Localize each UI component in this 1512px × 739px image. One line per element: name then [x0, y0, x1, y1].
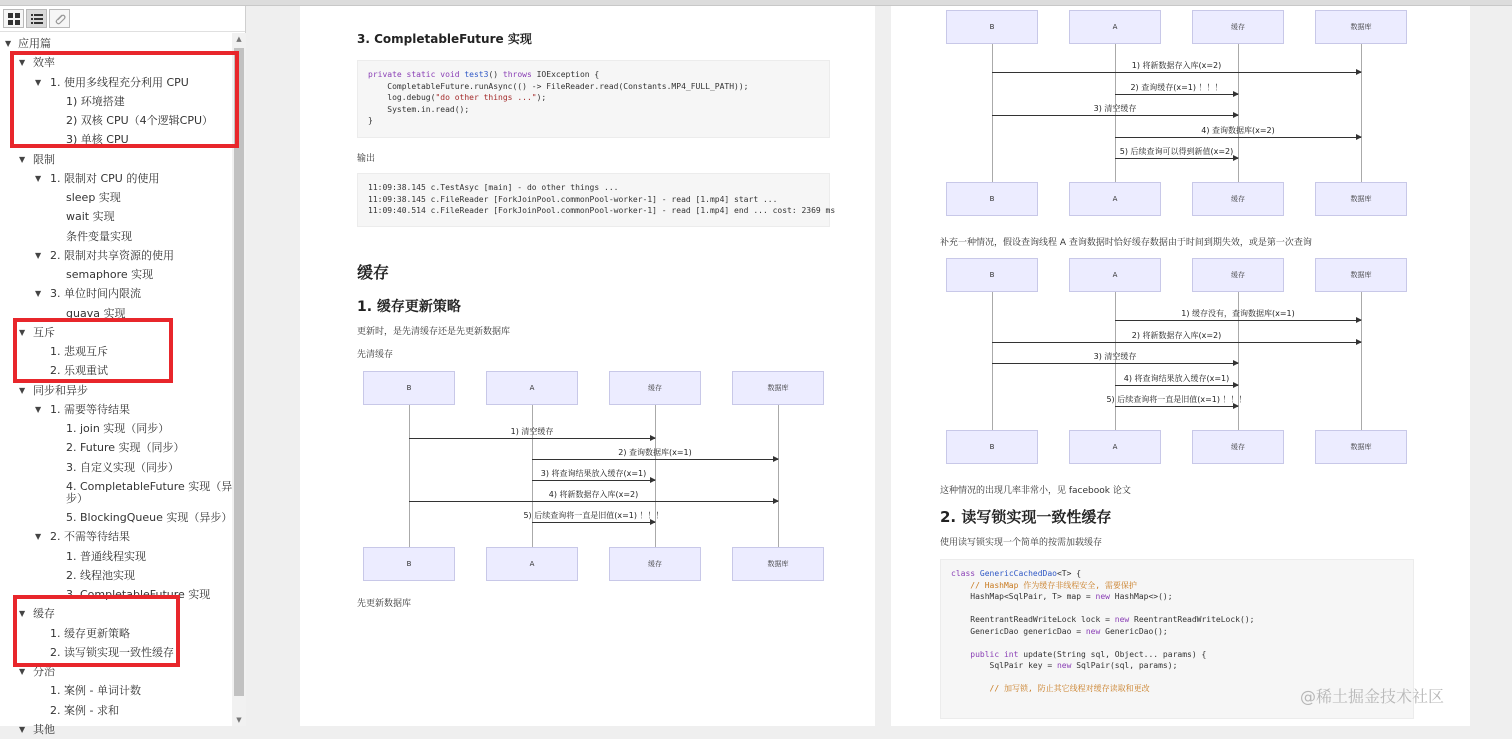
- outline-item[interactable]: 3. 单位时间内限流: [50, 287, 141, 301]
- actor-box-top: 缓存: [1192, 10, 1284, 44]
- outline-item[interactable]: 1. 缓存更新策略: [50, 626, 130, 640]
- message-arrow: [532, 522, 655, 523]
- code-token: new: [1085, 626, 1101, 636]
- code-token: "do other things ...": [435, 93, 537, 102]
- outline-toggle-icon[interactable]: ▼: [35, 250, 42, 260]
- code-token: throws: [502, 70, 532, 79]
- code-token: public int: [970, 649, 1019, 659]
- message-label: 5) 后续查询将一直是旧值(x=1) ！！！: [523, 511, 664, 520]
- message-label: 4) 将查询结果放入缓存(x=1): [1123, 374, 1230, 383]
- sequence-diagram: [363, 371, 827, 581]
- message-arrow: [992, 72, 1361, 73]
- outline-toggle-icon[interactable]: ▼: [19, 385, 26, 395]
- code-token: private static void: [368, 70, 460, 79]
- outline-item-continuation[interactable]: 步）: [66, 492, 88, 505]
- code-token: class: [951, 569, 976, 578]
- lifeline: [1361, 44, 1362, 182]
- outline-item[interactable]: 1. 限制对 CPU 的使用: [50, 171, 160, 185]
- grid-view-button[interactable]: [3, 9, 24, 28]
- scroll-down-arrow-icon[interactable]: ▼: [236, 716, 242, 724]
- paragraph: 使用读写锁实现一个简单的按需加载缓存: [940, 538, 1103, 548]
- outline-item[interactable]: 3. CompletableFuture 实现: [66, 588, 211, 601]
- message-arrow: [992, 342, 1361, 343]
- outline-item[interactable]: 2. 读写锁实现一致性缓存: [50, 645, 174, 659]
- outline-item[interactable]: 同步和异步: [33, 383, 88, 397]
- message-label: 5) 后续查询将一直是旧值(x=1) ！！！: [1106, 395, 1247, 404]
- list-icon: [31, 13, 43, 25]
- outline-item[interactable]: 应用篇: [18, 37, 51, 50]
- output-line: 11:09:40.514 c.FileReader [ForkJoinPool.commonPool-worker-1] - read [1.mp4] end ... cost: 2369 ms: [368, 206, 836, 215]
- outline-item[interactable]: 2. 限制对共享资源的使用: [50, 248, 174, 262]
- actor-box-top: 缓存: [1192, 258, 1284, 292]
- actor-box-top: 数据库: [1315, 10, 1407, 44]
- paragraph: 补充一种情况，假设查询线程 A 查询数据时恰好缓存数据由于时间到期失效，或是第一次查询: [940, 238, 1312, 248]
- outline-item[interactable]: 1. 普通线程实现: [66, 549, 146, 563]
- paragraph: 先清缓存: [357, 350, 394, 360]
- outline-toggle-icon[interactable]: ▼: [35, 289, 42, 299]
- outline-toggle-icon[interactable]: ▼: [5, 39, 12, 48]
- document-page-1: [300, 6, 875, 726]
- code-token: GenericCachedDao: [979, 569, 1057, 578]
- outline-item[interactable]: 分治: [33, 665, 55, 678]
- highlight-box: [10, 51, 239, 148]
- message-arrow: [1115, 137, 1361, 138]
- code-token: new: [1056, 661, 1072, 670]
- code-token: test3: [464, 70, 489, 79]
- output-label: 输出: [357, 154, 376, 164]
- heading-cache: 缓存: [357, 263, 390, 282]
- message-label: 4) 查询数据库(x=2): [1201, 126, 1275, 135]
- section-title: 3. CompletableFuture 实现: [357, 32, 532, 46]
- paragraph: 这种情况的出现几率非常小，见 facebook 论文: [940, 486, 1131, 496]
- outline-item[interactable]: guava 实现: [66, 306, 126, 320]
- actor-box-top: A: [1069, 258, 1161, 292]
- outline-item[interactable]: 互斥: [33, 325, 55, 339]
- actor-box-bottom: 数据库: [1315, 182, 1407, 216]
- actor-box-bottom: A: [1069, 430, 1161, 464]
- highlight-box: [13, 318, 173, 383]
- outline-toggle-icon[interactable]: ▼: [35, 532, 42, 542]
- lifeline: [1361, 292, 1362, 430]
- watermark: @稀土掘金技术社区: [1300, 687, 1445, 706]
- outline-item[interactable]: 3) 单核 CPU: [66, 133, 129, 147]
- outline-item[interactable]: wait 实现: [66, 210, 115, 224]
- actor-box-top: B: [946, 258, 1038, 292]
- outline-item[interactable]: 2. 乐观重试: [50, 364, 108, 378]
- attachments-view-button[interactable]: [49, 9, 70, 28]
- outline-item[interactable]: sleep 实现: [66, 191, 121, 204]
- message-arrow: [1115, 406, 1238, 407]
- lifeline: [778, 405, 779, 547]
- outline-item[interactable]: semaphore 实现: [66, 268, 154, 281]
- code-token: new: [1114, 615, 1130, 624]
- message-label: 2) 查询缓存(x=1) ！！！: [1130, 83, 1223, 92]
- outline-item[interactable]: 1. 悲观互斥: [50, 345, 108, 358]
- message-arrow: [992, 115, 1238, 116]
- code-block: class GenericCachedDao<T> { // HashMap 作为缓存非线程安全, 需要保护 HashMap<SqlPair, T> map = new HashMap<>(); ReentrantReadWriteLock lock = new ReentrantReadWriteLock(); GenericDao genericDao = new GenericDao(); public int update(String sql, Object... params) { SqlPair key = new SqlPair(sql, params); // 加写锁, 防止其它线程对缓存读取和更改: [940, 559, 1414, 719]
- message-arrow: [409, 438, 655, 439]
- outline-toggle-icon[interactable]: ▼: [19, 154, 26, 164]
- document-page-2: [891, 6, 1470, 726]
- message-label: 1) 清空缓存: [510, 427, 554, 436]
- message-arrow: [1115, 94, 1238, 95]
- code-comment: // 加写锁, 防止其它线程对缓存读取和更改: [989, 684, 1150, 693]
- actor-box-bottom: B: [363, 547, 455, 581]
- outline-toggle-icon[interactable]: ▼: [19, 724, 26, 734]
- outline-view-button[interactable]: [26, 9, 47, 28]
- code-comment: // HashMap 作为缓存非线程安全, 需要保护: [970, 580, 1137, 590]
- message-arrow: [532, 480, 655, 481]
- message-label: 3) 清空缓存: [1093, 104, 1137, 113]
- outline-item[interactable]: 1. 使用多线程充分利用 CPU: [50, 75, 189, 89]
- actor-box-top: A: [486, 371, 578, 405]
- actor-box-bottom: A: [1069, 182, 1161, 216]
- heading-update-strategy: 1. 缓存更新策略: [357, 299, 461, 315]
- actor-box-bottom: B: [946, 430, 1038, 464]
- message-label: 3) 清空缓存: [1093, 352, 1137, 361]
- code-token: new: [1095, 592, 1110, 601]
- outline-toggle-icon[interactable]: ▼: [19, 58, 26, 68]
- paragraph: 先更新数据库: [357, 599, 412, 609]
- actor-box-bottom: A: [486, 547, 578, 581]
- message-arrow: [1115, 385, 1238, 386]
- message-arrow: [532, 459, 778, 460]
- highlight-box: [13, 595, 180, 667]
- actor-box-top: 数据库: [732, 371, 824, 405]
- lifeline: [992, 44, 993, 182]
- scroll-up-arrow-icon[interactable]: ▲: [236, 35, 242, 43]
- outline-item[interactable]: 限制: [33, 152, 55, 166]
- output-line: 11:09:38.145 c.TestAsyc [main] - do other things ...: [368, 183, 619, 192]
- actor-box-top: A: [1069, 10, 1161, 44]
- lifeline: [992, 292, 993, 430]
- paragraph: 更新时，是先清缓存还是先更新数据库: [357, 327, 511, 337]
- outline-toggle-icon[interactable]: ▼: [19, 667, 26, 676]
- code-block: private static void test3() throws IOException { CompletableFuture.runAsync(() -> FileReader.read(Constants.MP4_FULL_PATH)); log.debug("do other things ..."); System.in.read(); }: [357, 60, 830, 138]
- lifeline: [409, 405, 410, 547]
- message-label: 4) 将新数据存入库(x=2): [548, 490, 639, 499]
- attachment-icon: [54, 13, 66, 25]
- message-label: 1) 缓存没有，查询数据库(x=1): [1181, 309, 1295, 318]
- outline-item[interactable]: 1. 需要等待结果: [50, 402, 130, 416]
- sequence-diagram: [946, 10, 1410, 216]
- actor-box-bottom: 缓存: [609, 547, 701, 581]
- sequence-diagram: [946, 258, 1410, 464]
- outline-item[interactable]: 其他: [33, 722, 55, 736]
- outline-toggle-icon[interactable]: ▼: [35, 77, 42, 87]
- message-label: 5) 后续查询可以得到新值(x=2): [1119, 147, 1234, 156]
- actor-box-bottom: 缓存: [1192, 430, 1284, 464]
- outline-item[interactable]: 2. 不需等待结果: [50, 530, 130, 544]
- message-arrow: [1115, 320, 1361, 321]
- actor-box-top: 数据库: [1315, 258, 1407, 292]
- outline-item[interactable]: 5. BlockingQueue 实现（异步）: [66, 511, 233, 524]
- outline-toggle-icon[interactable]: ▼: [19, 327, 26, 337]
- outline-item[interactable]: 1. 案例 - 单词计数: [50, 684, 141, 698]
- actor-box-bottom: B: [946, 182, 1038, 216]
- message-arrow: [409, 501, 778, 502]
- message-arrow: [1115, 158, 1238, 159]
- output-line: 11:09:38.145 c.FileReader [ForkJoinPool.commonPool-worker-1] - read [1.mp4] start ...: [368, 194, 778, 204]
- message-arrow: [992, 363, 1238, 364]
- outline-item[interactable]: 2. 线程池实现: [66, 568, 135, 582]
- outline-toggle-icon[interactable]: ▼: [35, 404, 42, 414]
- message-label: 1) 将新数据存入库(x=2): [1131, 61, 1222, 70]
- actor-box-bottom: 数据库: [1315, 430, 1407, 464]
- output-block: [357, 173, 836, 227]
- outline-item[interactable]: 效率: [33, 56, 55, 70]
- heading-rwlock: 2. 读写锁实现一致性缓存: [940, 508, 1112, 526]
- actor-box-top: B: [946, 10, 1038, 44]
- actor-box-bottom: 缓存: [1192, 182, 1284, 216]
- outline-item[interactable]: 2) 双核 CPU（4个逻辑CPU）: [66, 114, 214, 127]
- outline-item[interactable]: 3. 自定义实现（同步）: [66, 460, 179, 474]
- outline-item[interactable]: 2. 案例 - 求和: [50, 703, 119, 717]
- lifeline: [655, 405, 656, 547]
- outline-item[interactable]: 条件变量实现: [66, 229, 132, 243]
- actor-box-top: 缓存: [609, 371, 701, 405]
- outline-toggle-icon[interactable]: ▼: [35, 173, 42, 183]
- message-label: 3) 将查询结果放入缓存(x=1): [540, 469, 647, 478]
- grid-icon: [8, 13, 20, 25]
- outline-item[interactable]: 缓存: [33, 607, 55, 621]
- outline-item[interactable]: 2. Future 实现（同步）: [66, 441, 185, 455]
- outline-item[interactable]: 4. CompletableFuture 实现（异: [66, 479, 233, 493]
- outline-item[interactable]: 1. join 实现（同步）: [66, 422, 170, 435]
- actor-box-bottom: 数据库: [732, 547, 824, 581]
- actor-box-top: B: [363, 371, 455, 405]
- sidebar-toolbar: [0, 6, 245, 32]
- message-label: 2) 将新数据存入库(x=2): [1131, 331, 1222, 340]
- outline-item[interactable]: 1) 环境搭建: [66, 94, 125, 108]
- outline-toggle-icon[interactable]: ▼: [19, 609, 26, 619]
- message-label: 2) 查询数据库(x=1): [618, 448, 692, 457]
